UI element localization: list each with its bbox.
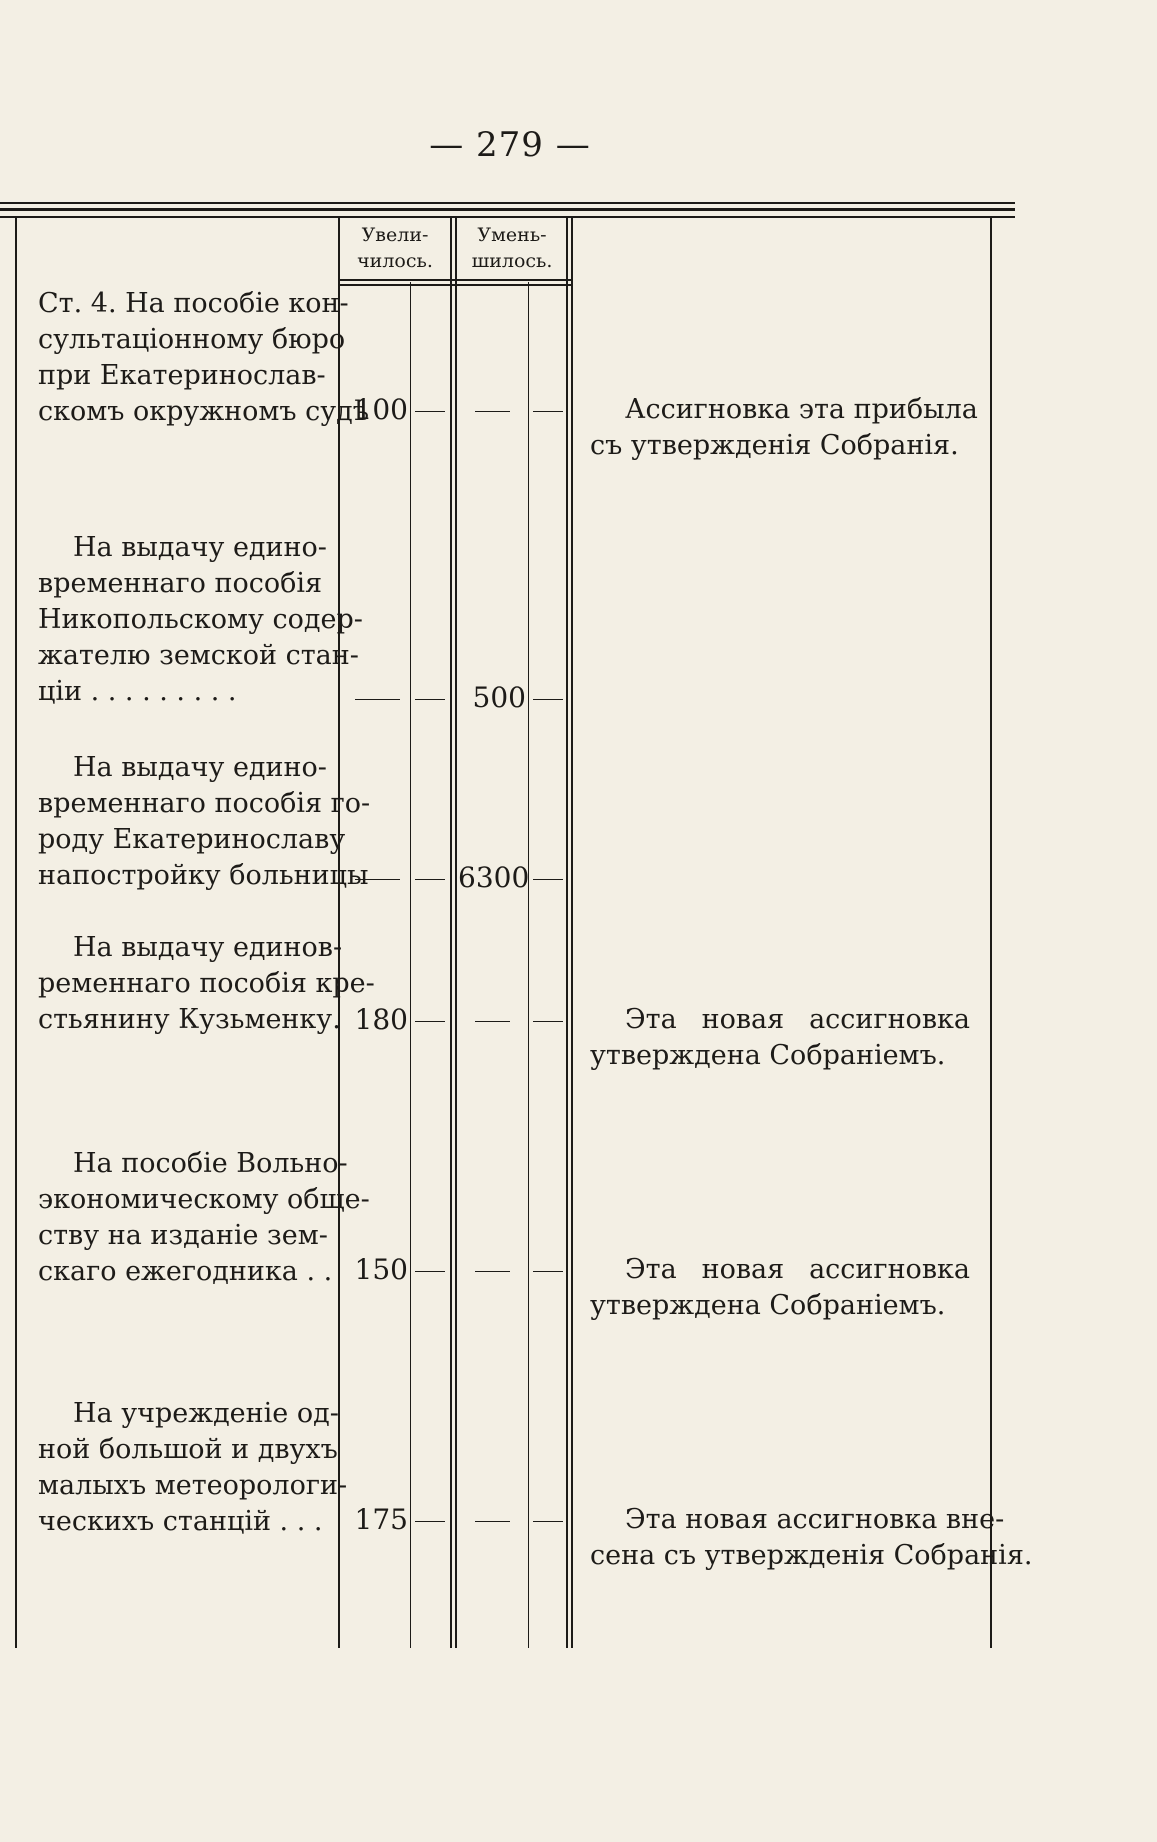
note-line: утверждена Собраніемъ. [590, 1040, 946, 1071]
col-decreased-sub-divider [528, 282, 529, 1648]
row-line: временнаго пособія го- [38, 788, 371, 819]
row-line: ной большой и двухъ [38, 1434, 338, 1465]
header-decreased [457, 222, 567, 274]
note-line: Эта новая ассигновка [625, 1254, 970, 1285]
row-line: жателю земской стан- [38, 640, 359, 671]
dash [355, 879, 400, 880]
col-decreased-right-a [566, 216, 568, 1648]
row-line: На пособіе Вольно- [73, 1148, 348, 1179]
row-line: скомъ окружномъ судѣ [38, 396, 370, 427]
row-line: ству на изданіе зем- [38, 1220, 328, 1251]
row-line: ціи . . . . . . . . . [38, 676, 237, 707]
row-line: стьянину Кузьменку. [38, 1004, 341, 1035]
row-description [38, 1146, 370, 1290]
row-line: На учрежденіе од- [73, 1398, 339, 1429]
row-line: Никопольскому содер- [38, 604, 363, 635]
col-increased-sub-divider [410, 282, 411, 1648]
header-increased-line: чилось. [357, 250, 433, 272]
note-line: сена съ утвержденія Собранія. [590, 1540, 1033, 1571]
top-rule-thick [0, 208, 1015, 211]
value-decreased: 6300 [458, 861, 530, 894]
header-decreased-line: Умень- [477, 224, 547, 246]
row-description [38, 286, 370, 430]
row-line: ременнаго пособія кре- [38, 968, 375, 999]
dash [533, 411, 563, 412]
row-line: На выдачу едино- [73, 752, 327, 783]
dash [533, 1271, 563, 1272]
dash [475, 1021, 510, 1022]
row-note [590, 1502, 1033, 1574]
row-description [38, 930, 375, 1038]
dash [355, 699, 400, 700]
note-line: Ассигновка эта прибыла [625, 394, 978, 425]
dash [533, 1521, 563, 1522]
value-increased: 180 [354, 1003, 408, 1036]
row-line: На выдачу едино- [73, 532, 327, 563]
row-line: Ст. 4. На пособіе кон- [38, 288, 349, 319]
dash [415, 1521, 445, 1522]
dash [533, 1021, 563, 1022]
header-increased [340, 222, 450, 274]
row-line: скаго ежегодника . . [38, 1256, 333, 1287]
row-line: экономическому обще- [38, 1184, 370, 1215]
value-decreased: 500 [472, 681, 526, 714]
row-line: при Екатеринослав- [38, 360, 326, 391]
value-increased: 150 [354, 1253, 408, 1286]
dash [475, 1271, 510, 1272]
dash [415, 699, 445, 700]
row-line: На выдачу единов- [73, 932, 343, 963]
row-line: малыхъ метеорологи- [38, 1470, 348, 1501]
left-border [15, 216, 17, 1648]
note-line: съ утвержденія Собранія. [590, 430, 959, 461]
header-increased-line: Увели- [361, 224, 429, 246]
top-rule-thin [0, 202, 1015, 204]
row-line: сультаціонному бюро [38, 324, 346, 355]
note-line: Эта новая ассигновка вне- [625, 1504, 1005, 1535]
header-decreased-line: шилось. [471, 250, 553, 272]
header-rule-a [338, 279, 571, 281]
dash [533, 879, 563, 880]
dash [415, 1271, 445, 1272]
row-line: напостройку больницы [38, 860, 369, 891]
row-description [38, 750, 371, 894]
row-line: ческихъ станцій . . . [38, 1506, 323, 1537]
row-note [590, 1252, 970, 1324]
dash [475, 1521, 510, 1522]
dash [475, 411, 510, 412]
row-description [38, 530, 363, 710]
dash [415, 411, 445, 412]
dash [533, 699, 563, 700]
row-line: временнаго пособія [38, 568, 323, 599]
col-decreased-right-b [571, 216, 573, 1648]
value-increased: 100 [354, 393, 408, 426]
top-rule-lower [0, 216, 1015, 218]
row-line: роду Екатеринославу [38, 824, 346, 855]
col-divider-b [455, 216, 457, 1648]
col-divider-a [450, 216, 452, 1648]
row-note [590, 392, 978, 464]
right-border [990, 216, 992, 1648]
note-line: утверждена Собраніемъ. [590, 1290, 946, 1321]
row-description [38, 1396, 348, 1540]
value-increased: 175 [354, 1503, 408, 1536]
dash [415, 879, 445, 880]
row-note [590, 1002, 970, 1074]
dash [415, 1021, 445, 1022]
header-rule-b [338, 284, 571, 286]
note-line: Эта новая ассигновка [625, 1004, 970, 1035]
page-number: — 279 — [429, 125, 591, 165]
